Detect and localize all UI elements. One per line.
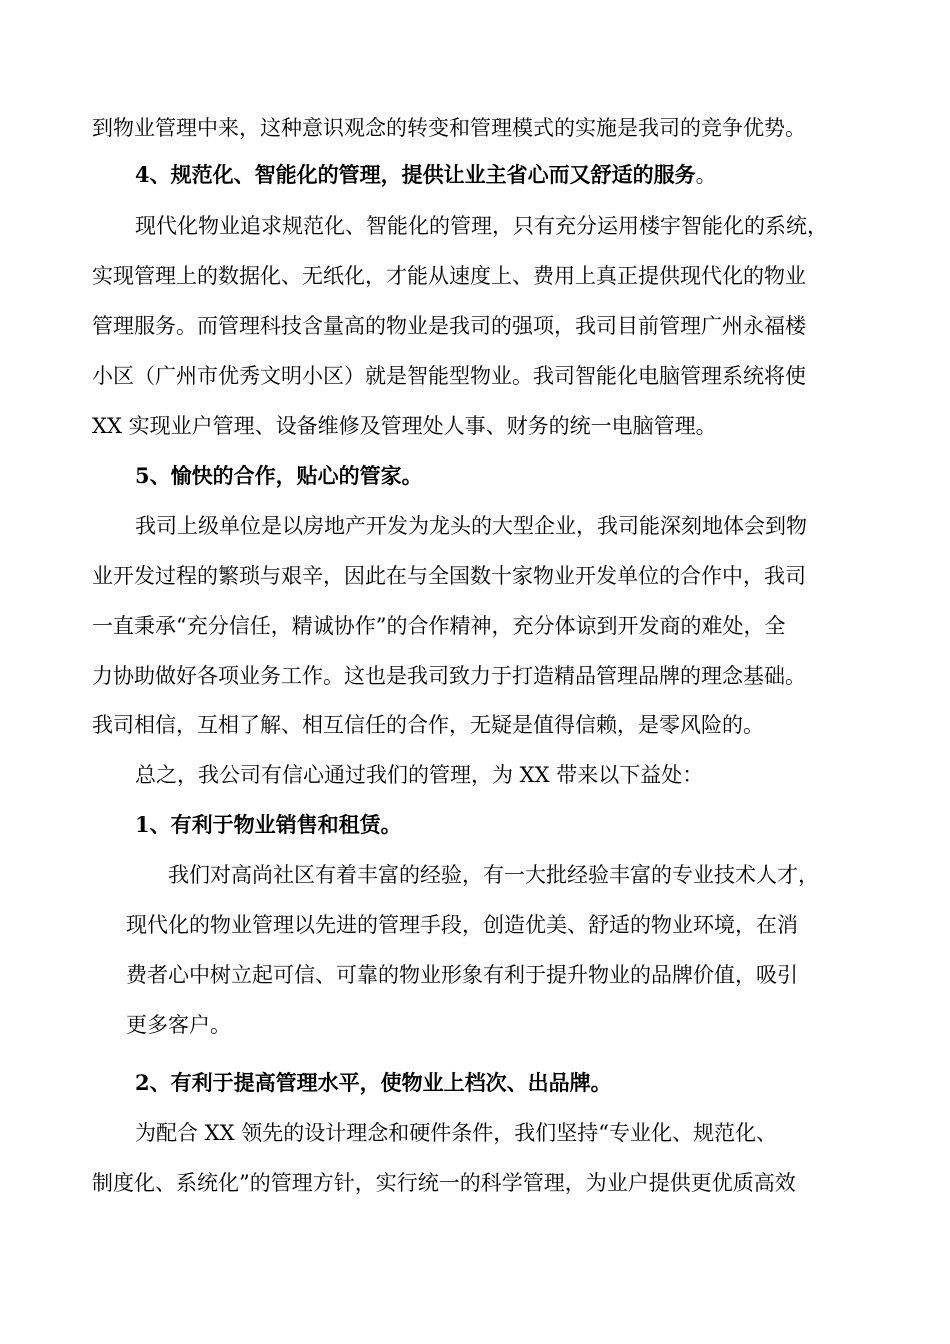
paragraph-line: 管理服务。而管理科技含量高的物业是我司的强项，我司目前管理广州永福楼 xyxy=(92,314,806,338)
benefit-heading-2: 2、有利于提高管理水平，使物业上档次、出品牌。 xyxy=(135,1070,612,1095)
paragraph-line: 现代化的物业管理以先进的管理手段，创造优美、舒适的物业环境，在消 xyxy=(126,913,798,937)
paragraph-line: 更多客户。 xyxy=(126,1013,231,1037)
paragraph-line: 力协助做好各项业务工作。这也是我司致力于打造精品管理品牌的理念基础。 xyxy=(92,664,806,688)
paragraph-line: 我司相信，互相了解、相互信任的合作，无疑是值得信赖，是零风险的。 xyxy=(92,713,764,737)
paragraph-line: 实现管理上的数据化、无纸化，才能从速度上、费用上真正提供现代化的物业 xyxy=(92,264,806,288)
benefit-heading-1: 1、有利于物业销售和租赁。 xyxy=(135,812,402,837)
paragraph-line: XX 实现业户管理、设备维修及管理处人事、财务的统一电脑管理。 xyxy=(92,414,717,438)
paragraph-line: 现代化物业追求规范化、智能化的管理，只有充分运用楼宇智能化的系统， xyxy=(135,214,828,238)
paragraph-line: 到物业管理中来，这种意识观念的转变和管理模式的实施是我司的竞争优势。 xyxy=(92,116,806,140)
paragraph-line: 我司上级单位是以房地产开发为龙头的大型企业，我司能深刻地体会到物 xyxy=(135,514,807,538)
paragraph-line: 业开发过程的繁琐与艰辛，因此在与全国数十家物业开发单位的合作中，我司 xyxy=(92,564,806,588)
heading-period: 。 xyxy=(695,163,717,187)
paragraph-line: 费者心中树立起可信、可靠的物业形象有利于提升物业的品牌价值，吸引 xyxy=(126,963,798,987)
paragraph-line: 总之，我公司有信心通过我们的管理，为 XX 带来以下益处： xyxy=(135,763,704,787)
section-heading-4 xyxy=(135,160,717,190)
section-heading-5: 5、愉快的合作，贴心的管家。 xyxy=(135,463,423,488)
paragraph-line: 我们对高尚社区有着丰富的经验，有一大批经验丰富的专业技术人才， xyxy=(168,863,819,887)
paragraph-line: 小区（广州市优秀文明小区）就是智能型物业。我司智能化电脑管理系统将使 xyxy=(92,364,806,388)
paragraph-line: 一直秉承“充分信任，精诚协作”的合作精神，充分体谅到开发商的难处，全 xyxy=(92,614,786,638)
heading-text: 4、规范化、智能化的管理，提供让业主省心而又舒适的服务 xyxy=(135,162,696,187)
paragraph-line: 为配合 XX 领先的设计理念和硬件条件，我们坚持“专业化、规范化、 xyxy=(135,1121,777,1145)
paragraph-line: 制度化、系统化”的管理方针，实行统一的科学管理，为业户提供更优质高效 xyxy=(92,1171,796,1195)
